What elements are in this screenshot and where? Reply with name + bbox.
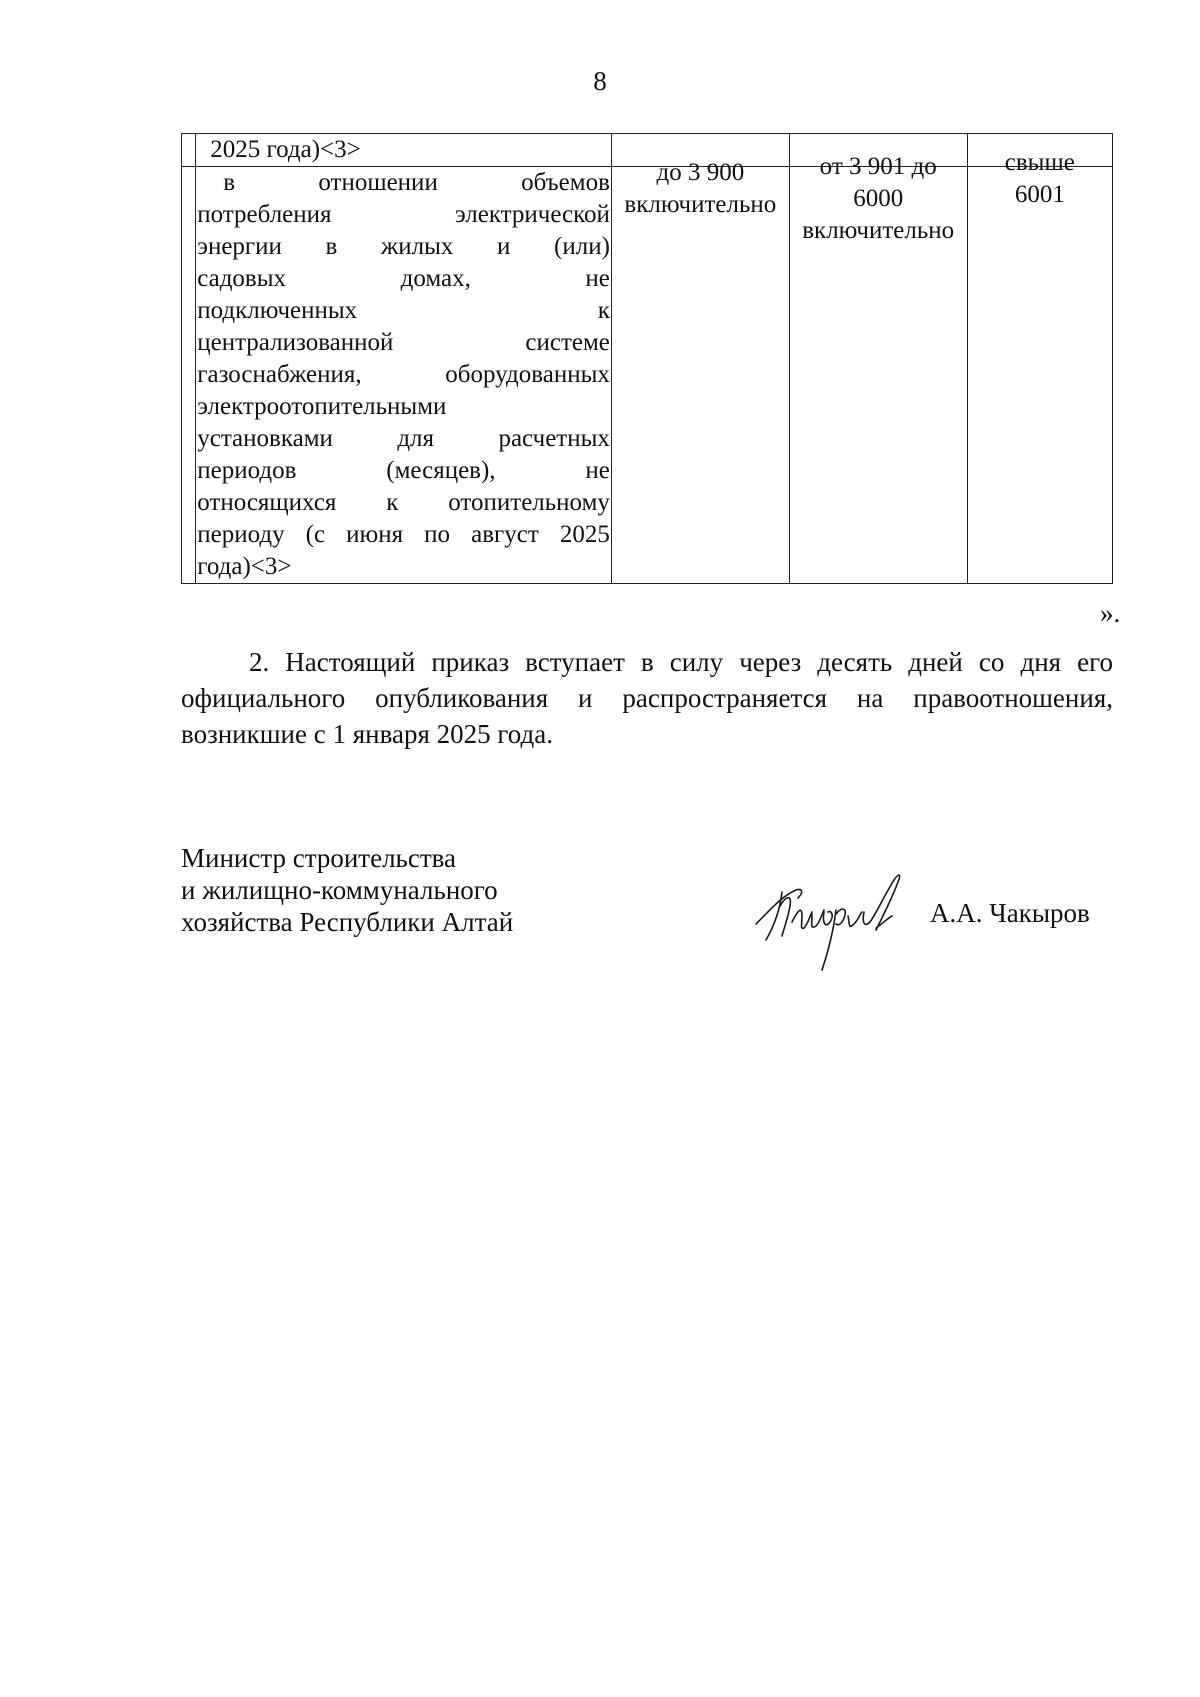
- description-line: в отношении объемов: [223, 169, 610, 196]
- table-cell-value: [611, 159, 789, 584]
- value-line: 6000: [853, 185, 904, 212]
- table-cell-number: [182, 134, 196, 167]
- table-cell-number: [182, 167, 196, 584]
- paragraph-line: официального опубликования и распространяется на правоотношения,: [181, 683, 1113, 713]
- value-line: включительно: [802, 217, 955, 244]
- closing-quote: ».: [1100, 598, 1121, 628]
- value-line: 6001: [1014, 181, 1065, 208]
- position-line: Министр строительства: [181, 843, 457, 873]
- table-cell-description: 2025 года)<3>: [196, 134, 612, 167]
- description-line: централизованной системе: [197, 329, 610, 356]
- value-line: свыше: [1004, 149, 1075, 176]
- value-line: до 3 900: [656, 159, 745, 186]
- tariff-table: [181, 133, 1113, 584]
- description-line: потребления электрической: [197, 201, 610, 228]
- signatory-position: [181, 842, 513, 938]
- handwritten-signature: [752, 866, 922, 986]
- description-line: подключенных к: [197, 297, 610, 324]
- position-line: и жилищно-коммунального: [181, 875, 498, 905]
- description-line: газоснабжения, оборудованных: [197, 361, 610, 388]
- paragraph-line: 2. Настоящий приказ вступает в силу через десять дней со дня его: [249, 647, 1113, 677]
- paragraph-effective-date: [181, 644, 1113, 752]
- value-line: включительно: [624, 191, 777, 218]
- position-line: хозяйства Республики Алтай: [181, 907, 514, 937]
- description-line: садовых домах, не: [197, 265, 610, 292]
- signatory-name: А.А. Чакыров: [930, 898, 1090, 928]
- table-cell-description: [196, 167, 612, 584]
- table-cell-value: [967, 149, 1112, 584]
- paragraph-line: возникшие с 1 января 2025 года.: [181, 719, 553, 749]
- description-line: относящихся к отопительному: [197, 489, 610, 516]
- description-line: установками для расчетных: [197, 425, 610, 452]
- description-line: электроотопительными: [197, 393, 447, 420]
- table-row: [182, 167, 1113, 584]
- page-number: 8: [593, 66, 607, 96]
- description-text: [197, 167, 610, 583]
- table-cell-value: [789, 153, 967, 584]
- description-line: периодов (месяцев), не: [197, 457, 610, 484]
- description-line: периоду (с июня по август 2025: [197, 521, 610, 548]
- value-line: от 3 901 до: [819, 153, 937, 180]
- description-line: энергии в жилых и (или): [197, 233, 610, 260]
- description-line: года)<3>: [197, 553, 292, 580]
